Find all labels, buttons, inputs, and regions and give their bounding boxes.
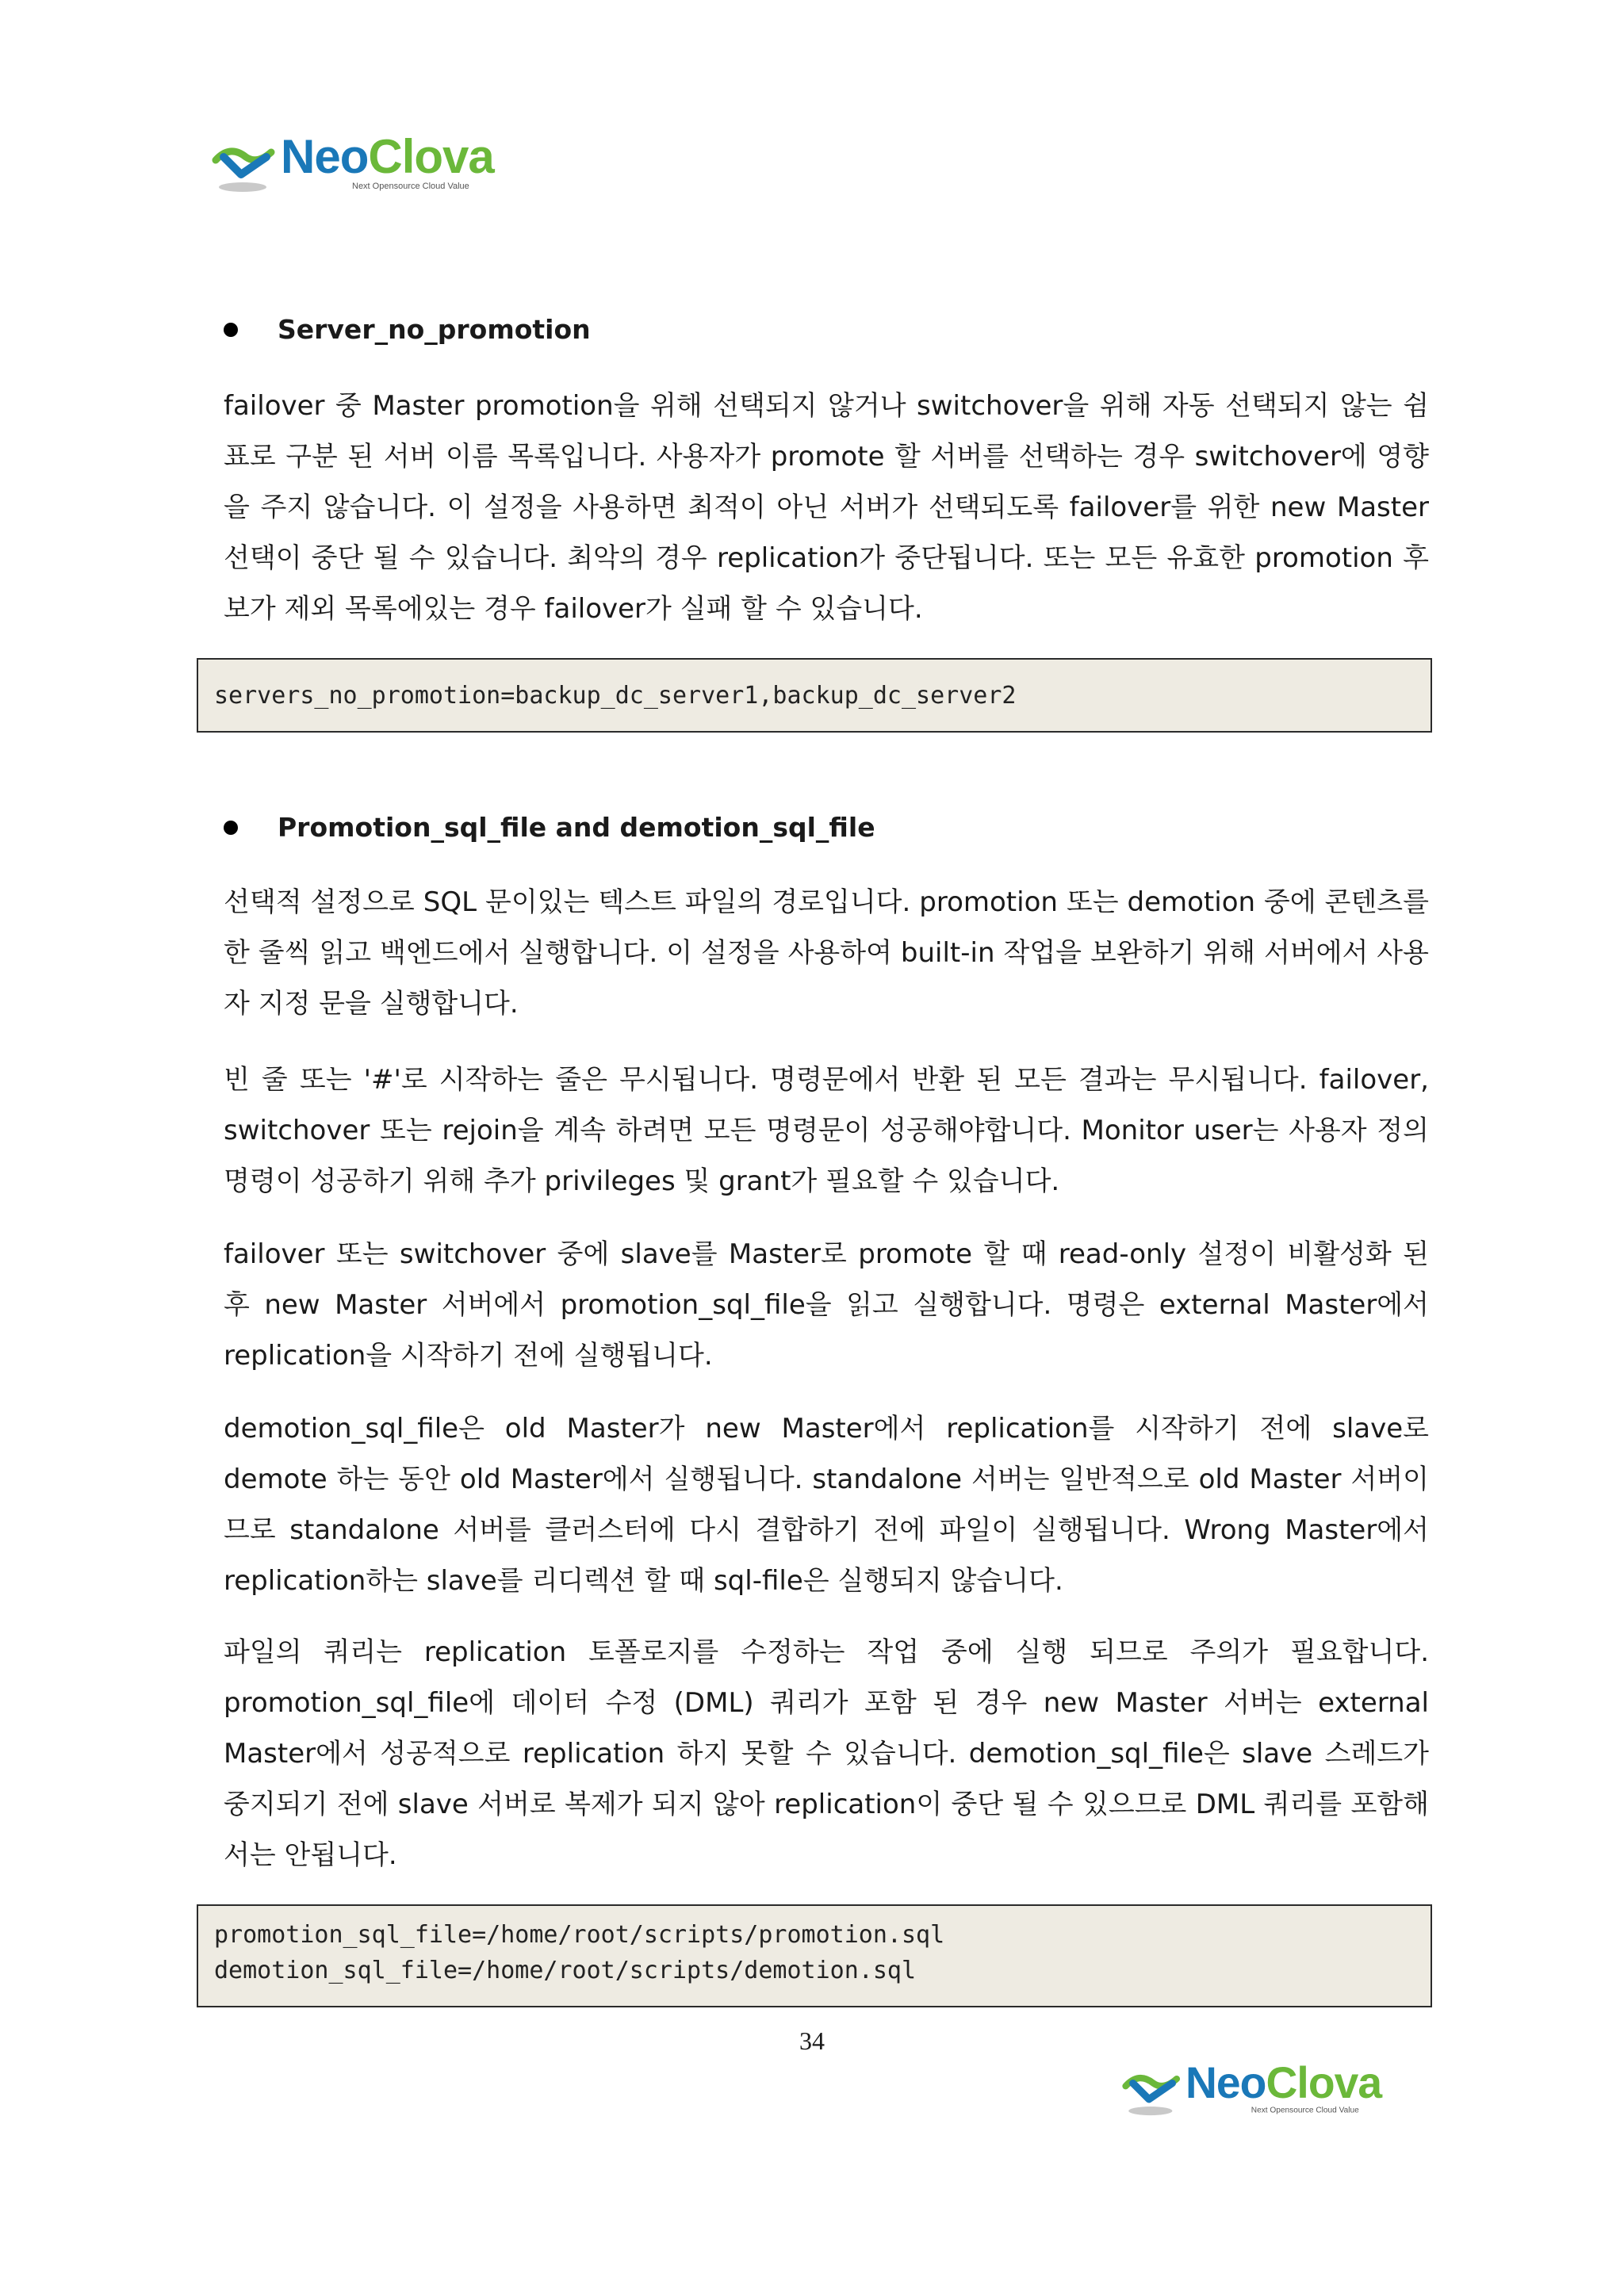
- neoclova-mark-icon: [211, 133, 276, 198]
- code-line: demotion_sql_file=/home/root/scripts/demotion.sql: [214, 1957, 917, 1984]
- logo-name-clova: Clova: [368, 130, 494, 183]
- bullet-icon: [224, 821, 238, 835]
- paragraph: 빈 줄 또는 '#'로 시작하는 줄은 무시됩니다. 명령문에서 반환 된 모든 결과는 무시됩니다. failover, switchover 또는 rejoin을 계속 하려면 모든 명령문이 성공해야합니다. Monitor user는 사용자 정의 명령이 성공하기 위해 추가 privileges 및 grant가 필요할 수 있습니다.: [224, 1064, 1429, 1197]
- logo-name-clova: Clova: [1266, 2058, 1382, 2107]
- section-title: Promotion_sql_file and demotion_sql_file: [278, 812, 875, 843]
- section-heading-server-no-promotion: [224, 314, 591, 345]
- neoclova-mark-icon: [1121, 2061, 1181, 2121]
- paragraph: 파일의 쿼리는 replication 토폴로지를 수정하는 작업 중에 실행 되므로 주의가 필요합니다. promotion_sql_file에 데이터 수정 (DML) 쿼리가 포함 된 경우 new Master 서버는 external Master에서 성공적으로 replication 하지 못할 수 있습니다. demotion_sql_file은 slave 스레드가 중지되기 전에 slave 서버로 복제가 되지 않아 replication이 중단 될 수 있으므로 DML 쿼리를 포함해서는 안됩니다.: [224, 1636, 1429, 1871]
- logo-tagline: Next Opensource Cloud Value: [352, 182, 469, 191]
- paragraph: failover 중 Master promotion을 위해 선택되지 않거나 switchover을 위해 자동 선택되지 않는 쉼표로 구분 된 서버 이름 목록입니다. 사용자가 promote 할 서버를 선택하는 경우 switchover에 영향을 주지 않습니다. 이 설정을 사용하면 최적이 아닌 서버가 선택되도록 failover를 위한 new Master 선택이 중단 될 수 있습니다. 최악의 경우 replication가 중단됩니다. 또는 모든 유효한 promotion 후보가 제외 목록에있는 경우 failover가 실패 할 수 있습니다.: [224, 390, 1429, 625]
- footer-logo: [1121, 2058, 1382, 2121]
- bullet-icon: [224, 323, 238, 337]
- section-heading-promotion-sql-file: [224, 812, 875, 843]
- page-number: 34: [799, 2026, 825, 2055]
- paragraph: failover 또는 switchover 중에 slave를 Master로 promote 할 때 read-only 설정이 비활성화 된 후 new Master 서버에서 promotion_sql_file을 읽고 실행합니다. 명령은 external Master에서 replication을 시작하기 전에 실행됩니다.: [224, 1238, 1429, 1372]
- header-logo: [211, 130, 494, 198]
- code-block: [197, 658, 1432, 733]
- paragraph: 선택적 설정으로 SQL 문이있는 텍스트 파일의 경로입니다. promotion 또는 demotion 중에 콘텐츠를 한 줄씩 읽고 백엔드에서 실행합니다. 이 설정을 사용하여 built-in 작업을 보완하기 위해 서버에서 사용자 지정 문을 실행합니다.: [224, 886, 1429, 1020]
- logo-name-neo: Neo: [281, 130, 369, 183]
- code-line: promotion_sql_file=/home/root/scripts/promotion.sql: [214, 1921, 945, 1949]
- logo-tagline: Next Opensource Cloud Value: [1251, 2106, 1359, 2115]
- code-block: [197, 1904, 1432, 2007]
- logo-name-neo: Neo: [1185, 2058, 1266, 2107]
- section-title: Server_no_promotion: [278, 314, 591, 345]
- paragraph: demotion_sql_file은 old Master가 new Master에서 replication를 시작하기 전에 slave로 demote 하는 동안 old Master에서 실행됩니다. standalone 서버는 일반적으로 old Master 서버이므로 standalone 서버를 클러스터에 다시 결합하기 전에 파일이 실행됩니다. Wrong Master에서 replication하는 slave를 리디렉션 할 때 sql-file은 실행되지 않습니다.: [224, 1413, 1429, 1597]
- code-line: servers_no_promotion=backup_dc_server1,backup_dc_server2: [214, 681, 1017, 710]
